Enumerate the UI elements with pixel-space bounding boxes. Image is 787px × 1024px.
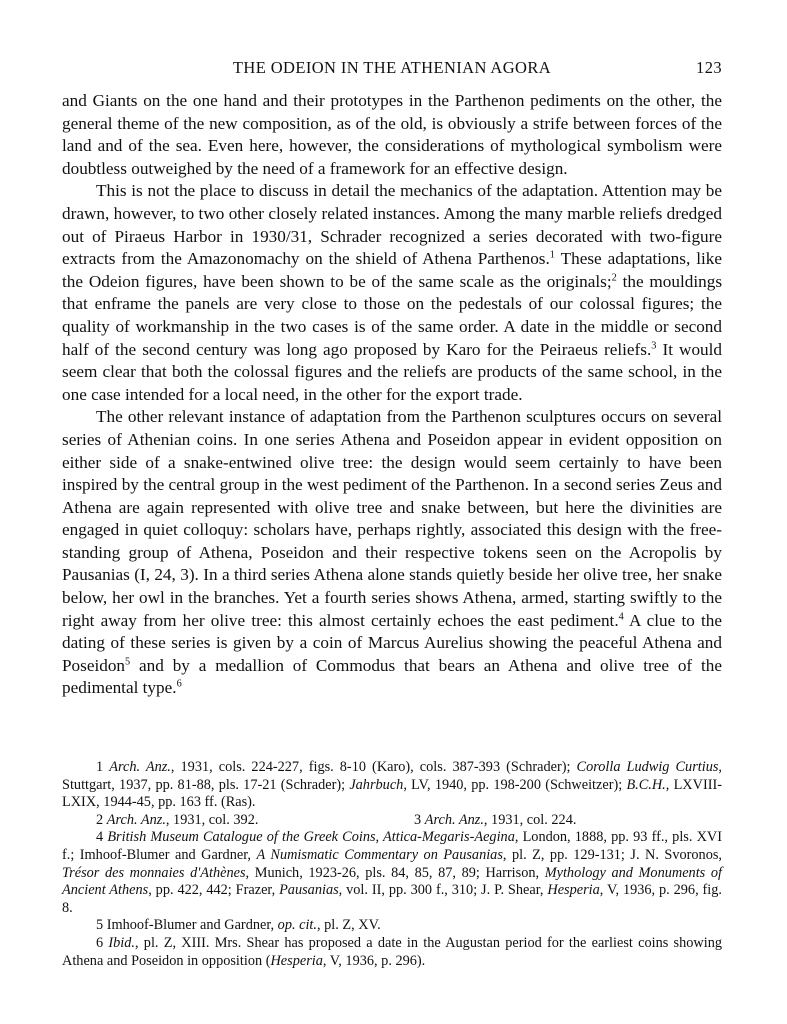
citation-title: Hesperia [547,882,600,899]
citation-title: B.C.H. [626,776,666,793]
citation-text: , V, 1936, p. 296). [322,952,426,969]
citation-text: Imhoof-Blumer and Gardner, [106,917,278,934]
citation-text: , vol. II, pp. 300 f., 310; J. P. Shear, [338,882,548,899]
footnote-ref: 3 [651,339,657,351]
citation-text: , London, 1888, pp. 93 ff., pls. XVI f.; Imhoof-Blumer and Gardner, [62,829,722,863]
citation-text: , Munich, 1923-26, pls. 84, 85, 87, 89; Harrison, [245,864,545,881]
footnote-ref: 4 [618,610,624,622]
footnote-ref: 5 [125,656,131,668]
footnote-number: 1 [96,759,110,775]
citation-title: Arch. Anz. [109,759,171,775]
paragraph [62,180,722,406]
citation-title: Arch. Anz. [424,811,484,828]
footnote-ref: 6 [176,678,182,690]
citation-title: op. cit. [277,917,317,934]
citation-title: Hesperia [270,952,323,969]
citation-title: Corolla Ludwig Curtius [576,759,719,775]
text-run: This is not the place to discuss in detail the mechanics of the adaptation. Attention may be drawn, however, to two other closely related instances. Among the many marble reliefs dredged out of Piraeus Harbor in 1930/31, Schrader recognized a series decorated with two-figure extracts from the Amazonomachy on the shield of Athena Parthenos. [62,181,722,269]
text-run: The other relevant instance of adaptation from the Parthenon sculptures occurs on several series of Athenian coins. In one series Athena and Poseidon appear in evident opposition on either side of a snake-entwined olive tree: the design would seem certainly to have been inspired by the central group in the west pediment of the Parthenon. In a second series Zeus and Athena are again represented with olive tree and snake between, but here the divinities are engaged in quiet colloquy: scholars have, perhaps rightly, associated this design with the free-standing group of Athena, Poseidon and their respective tokens seen on the Acropolis by Pausanias (I, 24, 3). In a third series Athena alone stands quietly beside her olive tree, her snake below, her owl in the branches. Yet a fourth series shows Athena, armed, starting swiftly to the right away from her olive tree: this almost certainly echoes the east pediment. [62,407,722,630]
footnote-3 [380,812,576,830]
citation-text: , pl. Z, XIII. Mrs. Shear has proposed a date in the Augustan period for the earliest coins showing Athena and Poseidon in opposition ( [62,934,722,969]
text-run: It would seem clear that both the colossal figures and the reliefs are products of the same school, in the one case intended for a local need, in the other for the export trade. [62,339,723,404]
citation-text: , pl. Z, pp. 129-131; J. N. Svoronos, [502,846,722,863]
citation-text: , Stuttgart, 1937, pp. 81-88, pls. 17-21 (Schrader); [62,759,722,793]
citation-text: , 1931, col. 392. [165,811,259,828]
text-run: and by a medallion of Commodus that bears an Athena and olive tree of the pedimental type. [62,655,722,698]
main-text [62,90,722,700]
running-title: THE ODEION IN THE ATHENIAN AGORA [232,58,552,77]
footnote-ref: 1 [549,249,555,261]
footnote-number: 4 [96,829,108,846]
citation-text: , 1931, col. 224. [483,811,577,828]
footnote-number: 5 [96,917,107,934]
running-header [62,58,722,80]
citation-text: , LV, 1940, pp. 198-200 (Schweitzer); [403,776,627,793]
citation-title: British Museum Catalogue of the Greek Coins, Attica-Megaris-Aegina [107,829,515,846]
text-run: A clue to the dating of these series is given by a coin of Marcus Aurelius showing the peaceful Athena and Poseidon [62,610,722,675]
text-run: the mouldings that enframe the panels are very close to those on the pedestals of our colossal figures; the quality of workmanship in the two cases is of the same order. A date in the middle or second half of the second century was long ago proposed by Karo for the Peiraeus reliefs. [62,271,723,359]
footnote-1 [62,759,722,812]
citation-text: , V, 1936, p. 296, fig. 8. [62,882,722,916]
citation-title: Ibid. [108,934,135,951]
footnote-number: 2 [96,811,107,828]
paragraph: and Giants on the one hand and their prototypes in the Parthenon pediments on the other, the general theme of the new composition, as of the old, is obviously a strife between forces of the land and of the sea. Even here, however, the considerations of mythological symbolism were doubtless outweighed by the need of a framework for an effective design. [62,91,722,178]
paragraph [62,406,722,700]
citation-title: Jahrbuch [349,776,404,793]
citation-text: , pp. 422, 442; Frazer, [148,882,280,899]
footnote-number: 6 [96,934,109,951]
footnote-5 [62,917,722,935]
footnote-2 [62,812,380,830]
footnote-4 [62,829,722,917]
citation-text: , 1931, cols. 224-227, figs. 8-10 (Karo), cols. 387-393 (Schrader); [170,759,577,775]
citation-title: Arch. Anz. [106,811,166,828]
citation-title: Mythology and Monuments of Ancient Athens [62,864,722,899]
footnotes [62,759,722,970]
text-run: These adaptations, like the Odeion figures, have been shown to be of the same scale as the originals; [62,249,723,291]
citation-title: Pausanias [279,882,339,899]
footnote-6 [62,935,722,970]
citation-text: , LXVIII-LXIX, 1944-45, pp. 163 ff. (Ras). [62,776,722,811]
citation-text: , pl. Z, XV. [316,917,381,934]
citation-title: Trésor des monnaies d'Athènes [62,864,246,881]
footnote-ref: 2 [611,272,617,284]
citation-title: A Numismatic Commentary on Pausanias [256,846,503,863]
page-number: 123 [696,58,722,77]
footnote-pair [62,812,722,830]
footnote-number: 3 [414,811,425,828]
